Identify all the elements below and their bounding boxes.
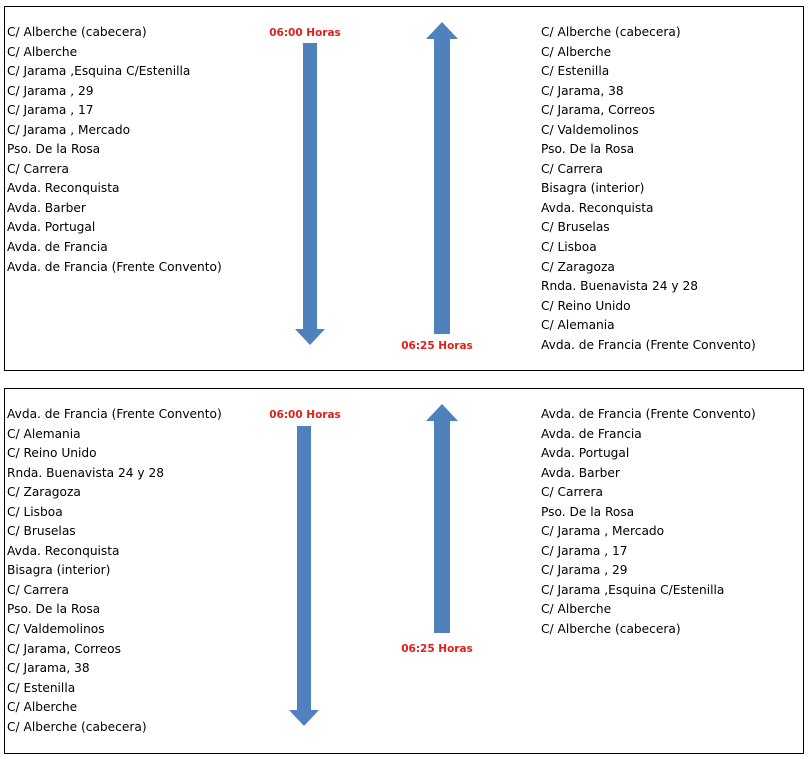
stop-item: C/ Jarama ,Esquina C/Estenilla (541, 582, 725, 597)
stop-item: C/ Alberche (7, 700, 78, 715)
stop-item: C/ Bruselas (7, 524, 76, 539)
stop-item: Avda. de Francia (541, 426, 642, 441)
departure-time-right: 06:25 Horas (401, 340, 473, 352)
stop-item: C/ Carrera (541, 161, 603, 176)
stop-item: C/ Reino Unido (541, 298, 631, 313)
stop-item: Avda. de Francia (Frente Convento) (541, 337, 756, 352)
stop-item: C/ Estenilla (541, 64, 610, 79)
stop-item: C/ Jarama , 17 (7, 103, 94, 118)
route-panel-1 (4, 6, 804, 371)
stop-item: C/ Zaragoza (7, 485, 81, 500)
stop-item: Avda. Portugal (541, 446, 630, 461)
stop-item: Rnda. Buenavista 24 y 28 (541, 279, 698, 294)
stop-list-right (541, 23, 756, 355)
stop-item: C/ Alberche (cabecera) (7, 719, 147, 734)
stop-item: C/ Jarama, 38 (7, 661, 90, 676)
arrow-up-icon (426, 404, 458, 634)
stop-item: C/ Jarama, 38 (541, 83, 624, 98)
stop-item: Pso. De la Rosa (541, 142, 635, 157)
stop-item: C/ Jarama , 29 (541, 563, 628, 578)
stop-item: C/ Jarama , 29 (7, 83, 94, 98)
stop-item: C/ Alberche (7, 44, 78, 59)
stop-item: C/ Jarama, Correos (541, 103, 655, 118)
stop-item: C/ Valdemolinos (541, 122, 639, 137)
stop-item: Pso. De la Rosa (541, 504, 635, 519)
stop-item: C/ Zaragoza (541, 259, 615, 274)
departure-time-left: 06:00 Horas (269, 27, 341, 39)
stop-item: Avda. Reconquista (541, 200, 654, 215)
stop-item: C/ Alemania (7, 426, 81, 441)
stop-list-left (7, 23, 222, 277)
stop-item: Pso. De la Rosa (7, 142, 101, 157)
stop-item: C/ Jarama ,Esquina C/Estenilla (7, 64, 191, 79)
stop-item: Avda. Reconquista (7, 181, 120, 196)
stop-item: C/ Alberche (541, 44, 612, 59)
departure-time-left: 06:00 Horas (269, 409, 341, 421)
stop-list-right (541, 405, 756, 640)
stop-item: C/ Jarama , 17 (541, 543, 628, 558)
stop-item: C/ Lisboa (7, 504, 63, 519)
arrow-down-icon (295, 43, 325, 347)
stop-item: Bisagra (interior) (7, 563, 111, 578)
stop-item: Rnda. Buenavista 24 y 28 (7, 465, 164, 480)
stop-item: C/ Bruselas (541, 220, 610, 235)
stop-item: Avda. Barber (7, 200, 86, 215)
stop-item: Avda. de Francia (Frente Convento) (7, 407, 222, 421)
stop-item: Avda. Barber (541, 465, 620, 480)
stop-item: C/ Carrera (541, 485, 603, 500)
route-panel-2 (4, 388, 804, 754)
stop-item: C/ Jarama , Mercado (541, 524, 665, 539)
stop-item: C/ Alberche (cabecera) (541, 25, 681, 39)
stop-item: C/ Estenilla (7, 680, 76, 695)
stop-item: Avda. Reconquista (7, 543, 120, 558)
arrow-up-icon (426, 22, 458, 335)
stop-item: Avda. Portugal (7, 220, 96, 235)
stop-item: C/ Jarama, Correos (7, 641, 121, 656)
stop-item: Avda. de Francia (Frente Convento) (7, 259, 222, 274)
stop-item: C/ Alberche (cabecera) (541, 622, 681, 637)
stop-item: C/ Alberche (541, 602, 612, 617)
stop-list-left (7, 405, 222, 737)
stop-item: C/ Lisboa (541, 240, 597, 255)
stop-item: Avda. de Francia (7, 240, 108, 255)
stop-item: C/ Reino Unido (7, 446, 97, 461)
departure-time-right: 06:25 Horas (401, 643, 473, 655)
stop-item: C/ Alemania (541, 318, 615, 333)
stop-item: Avda. de Francia (Frente Convento) (541, 407, 756, 421)
stop-item: C/ Valdemolinos (7, 622, 105, 637)
stop-item: C/ Jarama , Mercado (7, 122, 131, 137)
stop-item: C/ Alberche (cabecera) (7, 25, 147, 39)
arrow-down-icon (289, 426, 319, 728)
stop-item: C/ Carrera (7, 582, 69, 597)
stop-item: C/ Carrera (7, 161, 69, 176)
stop-item: Pso. De la Rosa (7, 602, 101, 617)
stop-item: Bisagra (interior) (541, 181, 645, 196)
